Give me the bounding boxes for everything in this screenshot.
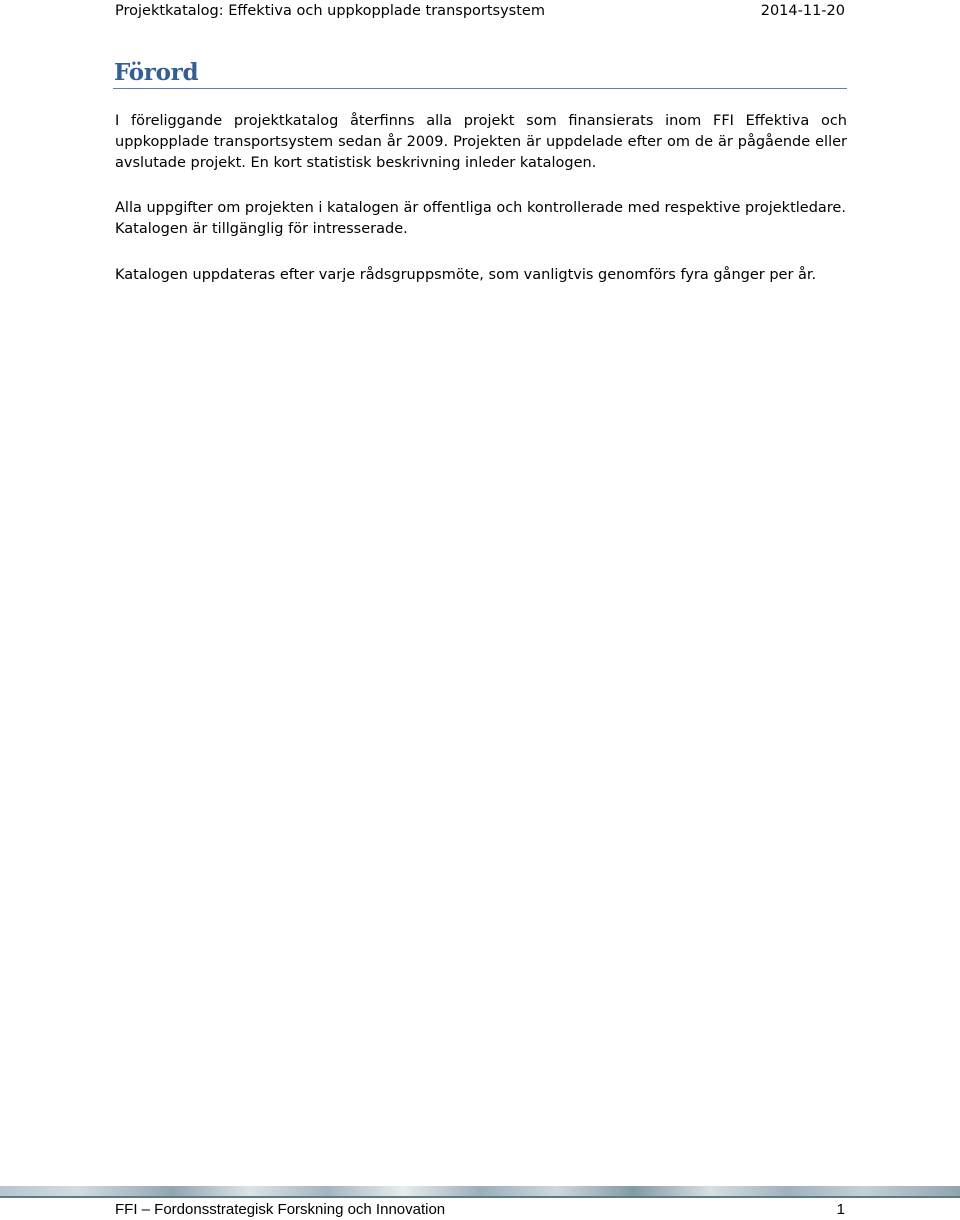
footer-decorative-band bbox=[0, 1186, 960, 1196]
page-header bbox=[115, 0, 845, 22]
paragraph-data-info: Alla uppgifter om projekten i katalogen är offentliga och kontrollerade med respektive projektledare. Katalogen är tillgänglig för intresserade. bbox=[115, 200, 846, 237]
paragraph-intro: I föreliggande projektkatalog återfinns alla projekt som finansierats inom FFI Effektiva och uppkopplade transportsystem sedan år 2009. Projekten är uppdelade efter om de är pågående eller avslutade projekt. En kort statistisk beskrivning inleder katalogen. bbox=[115, 113, 847, 171]
section-heading: Förord bbox=[114, 59, 199, 86]
paragraph-update-info: Katalogen uppdateras efter varje rådsgruppsmöte, som vanligtvis genomförs fyra gånger per år. bbox=[115, 267, 817, 283]
header-document-title: Projektkatalog: Effektiva och uppkopplade transportsystem bbox=[115, 3, 545, 19]
section-heading-rule bbox=[113, 54, 847, 89]
header-date: 2014-11-20 bbox=[760, 3, 845, 19]
footer-page-number: 1 bbox=[836, 1200, 845, 1218]
page-footer bbox=[115, 1198, 845, 1220]
footer-organization: FFI – Fordonsstrategisk Forskning och Innovation bbox=[115, 1200, 446, 1218]
